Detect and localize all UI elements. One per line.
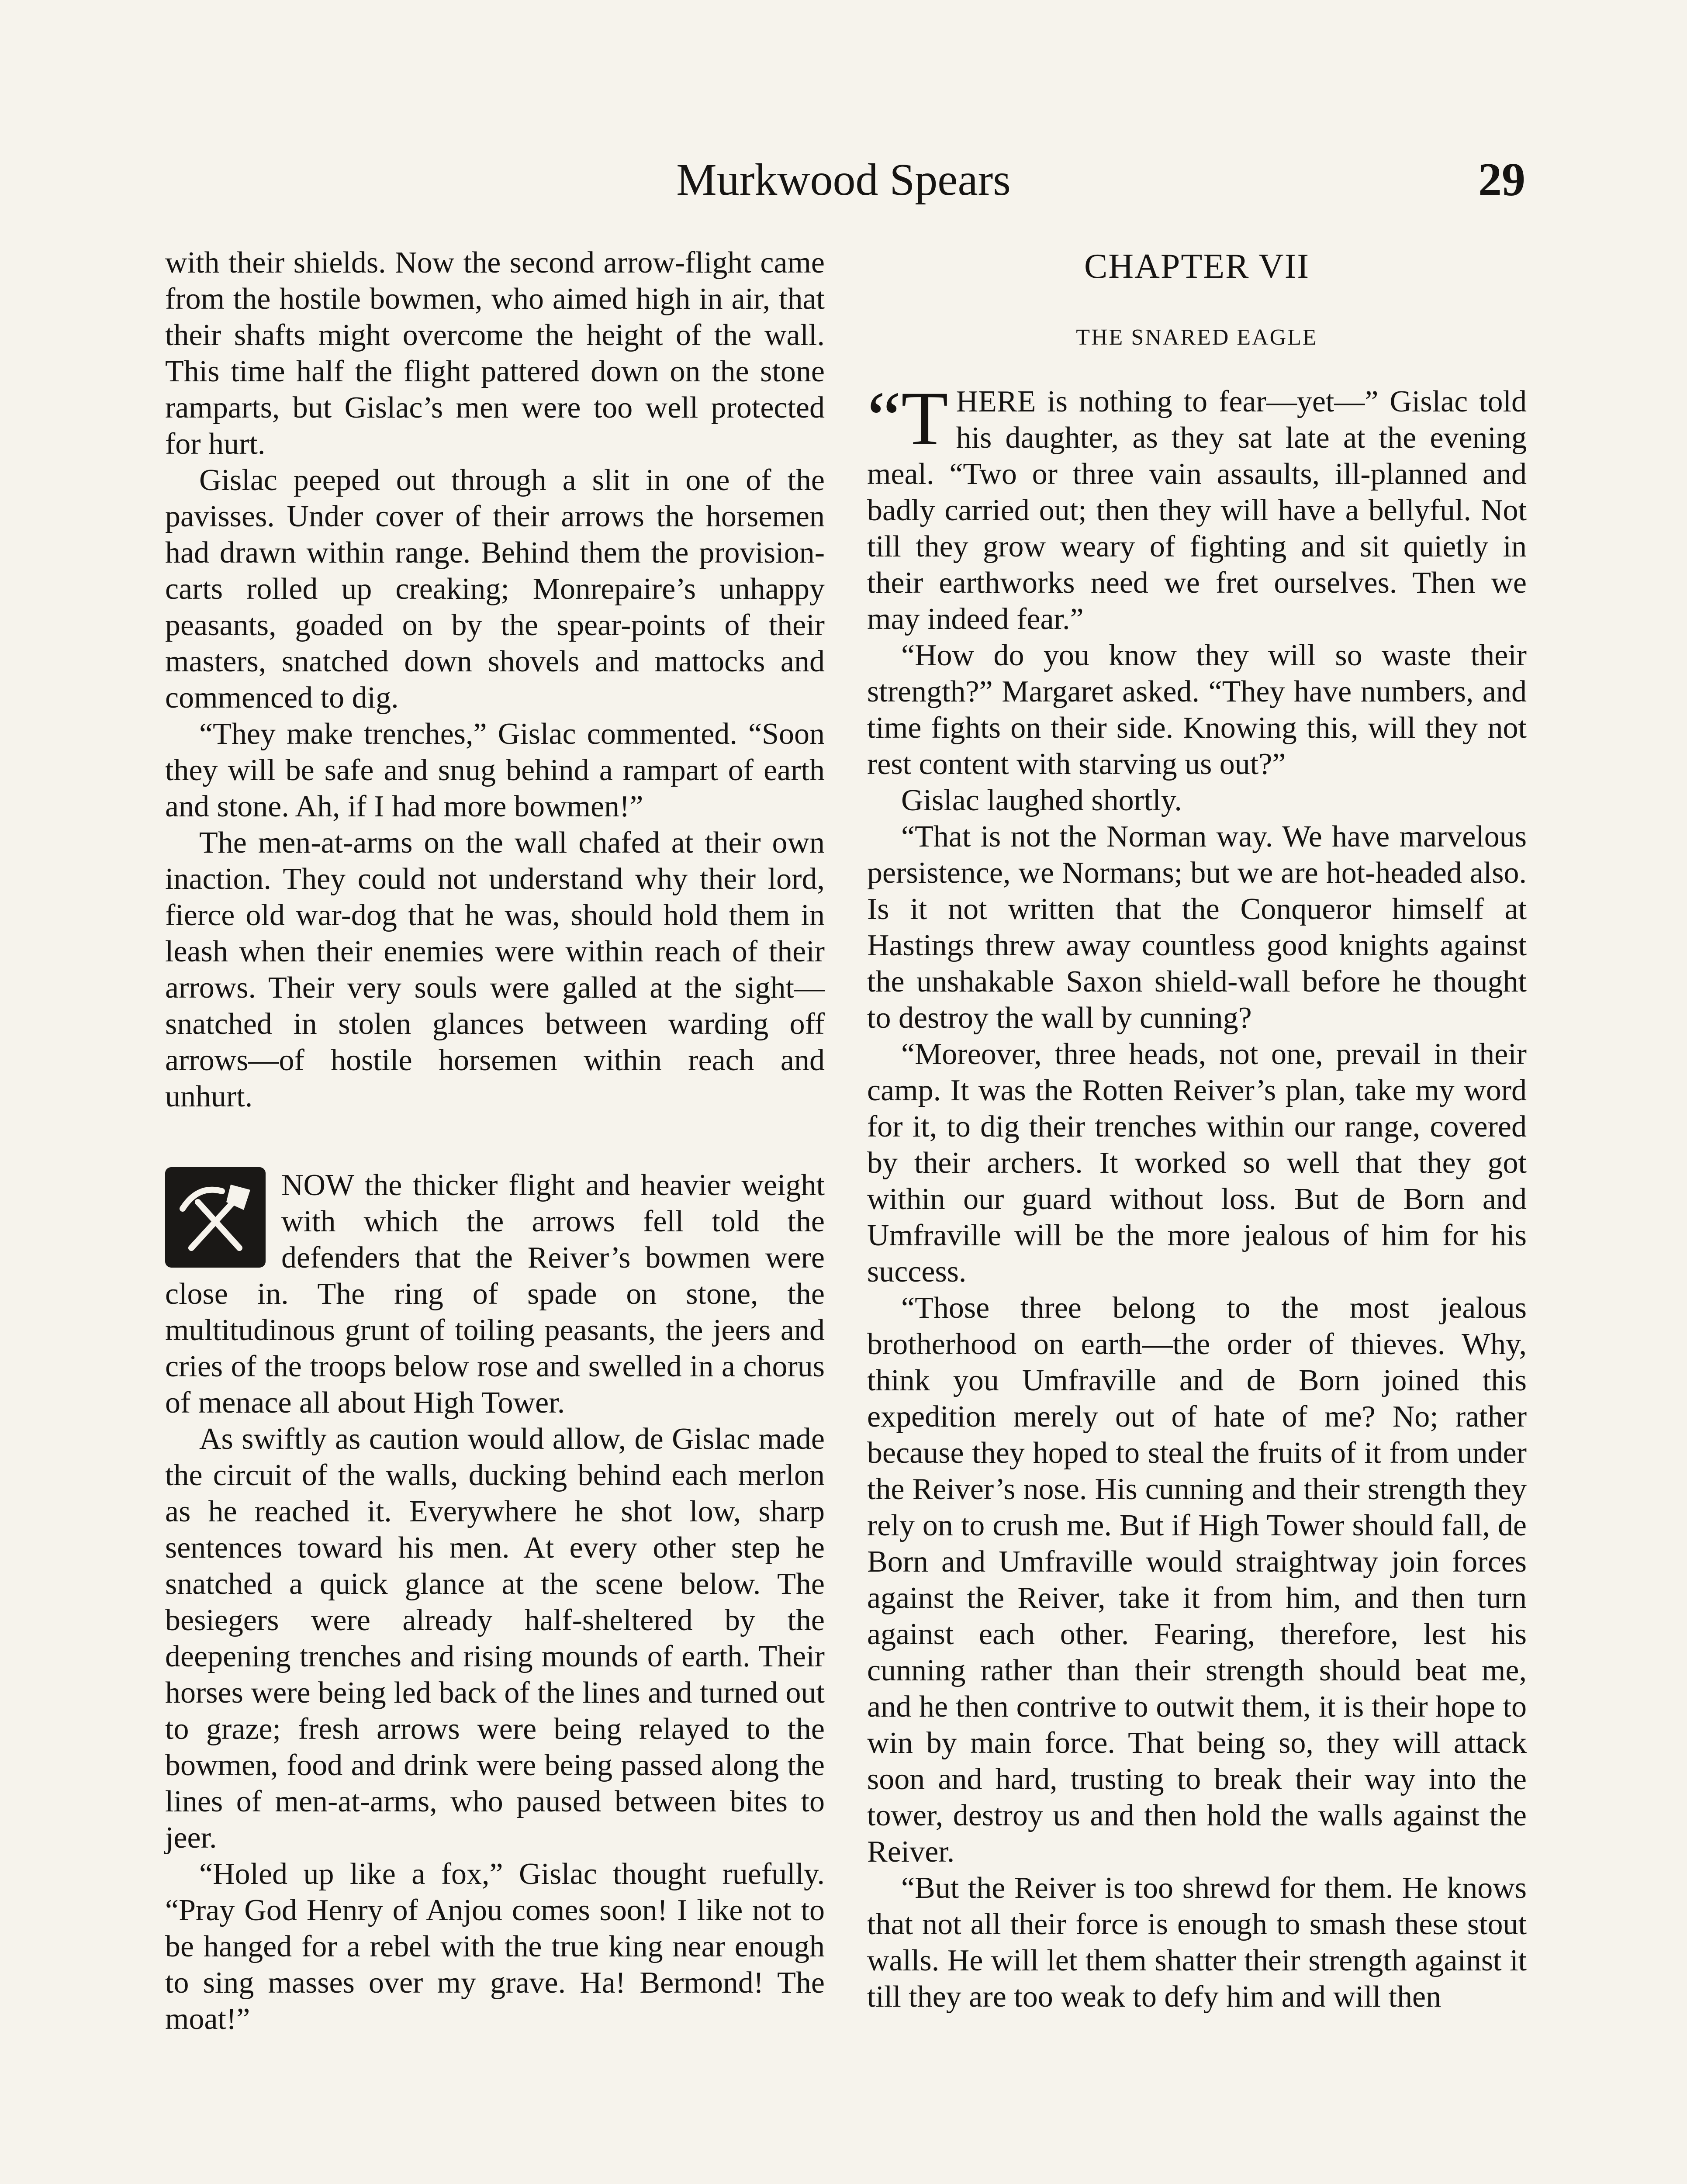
chapter-title: CHAPTER VII [1084, 247, 1310, 286]
paragraph: “Moreover, three heads, not one, prevail in their camp. It was the Rotten Reiver’s plan, take my word for it, to dig their trenches within our range, covered by their archers. It worked so well that they got within our guard without loss. But de Born and Umfraville will be the more jealous of him for his success. [867, 1037, 1527, 1289]
left-column [165, 245, 825, 2037]
paragraph: with their shields. Now the second arrow-flight came from the hostile bowmen, who aimed high in air, that their shafts might overcome the height of the wall. This time half the flight pattered down on the stone ramparts, but Gislac’s men were too well protected for hurt. [165, 246, 825, 461]
paragraph: “How do you know they will so waste their strength?” Margaret asked. “They have numbers, and time fights on their side. Knowing this, will they not rest content with starving us out?” [867, 639, 1527, 781]
opening-paragraph-text: HERE is nothing to fear—yet—” Gislac told his daughter, as they sat late at the evening meal. “Two or three vain assaults, ill-planned and badly carried out; then they will have a bellyful. Not till they grow weary of fighting and sit quietly in their earthworks need we fret ourselves. Then we may indeed fear.” [867, 385, 1527, 636]
running-title: Murkwood Spears [676, 155, 1011, 205]
paragraph: NOW the thicker flight and heavier weight with which the arrows fell told the defenders that the Reiver’s bowmen were close in. The ring of spade on stone, the multitudinous grunt of toiling peasants, the jeers and cries of the troops below rose and swelled in a chorus of menace all about High Tower. [165, 1168, 825, 1420]
paragraph: “That is not the Norman way. We have marvelous persistence, we Normans; but we are hot-headed also. Is it not written that the Conqueror himself at Hastings threw away countless good knights against the unshakable Saxon shield-wall before he thought to destroy the wall by cunning? [867, 820, 1527, 1035]
crossed-pick-and-shovel-icon [165, 1167, 266, 1268]
paragraph: The men-at-arms on the wall chafed at their own inaction. They could not understand why their lord, fierce old war-dog that he was, should hold them in leash when their enemies were within reach of their arrows. Their very souls were galled at the sight—snatched in stolen glances between warding off arrows—of hostile horsemen within reach and unhurt. [165, 826, 825, 1113]
paragraph: “But the Reiver is too shrewd for them. He knows that not all their force is enough to smash these stout walls. He will let them shatter their strength against it till they are too weak to defy him and will then [867, 1871, 1527, 2014]
paragraph: “Those three belong to the most jealous brotherhood on earth—the order of thieves. Why, think you Umfraville and de Born joined this expedition merely out of hate of me? No; rather because they hoped to steal the fruits of it from under the Reiver’s nose. His cunning and their strength they rely on to crush me. But if High Tower should fall, de Born and Umfraville would straightway join forces against the Reiver, take it from him, and then turn against each other. Fearing, therefore, lest his cunning rather than their strength should beat me, and he then contrive to outwit them, it is their hope to win by main force. That being so, they will attack soon and hard, trusting to break their way into the tower, destroy us and then hold the walls against the Reiver. [867, 1291, 1527, 1869]
right-column [867, 245, 1527, 2015]
paragraph: “They make trenches,” Gislac commented. “Soon they will be safe and snug behind a rampart of earth and stone. Ah, if I had more bowmen!” [165, 717, 825, 823]
paragraph: As swiftly as caution would allow, de Gislac made the circuit of the walls, ducking behind each merlon as he reached it. Everywhere he shot low, sharp sentences toward his men. At every other step he snatched a quick glance at the scene below. The besiegers were already half-sheltered by the deepening trenches and rising mounds of earth. Their horses were being led back of the lines and turned out to graze; fresh arrows were being relayed to the bowmen, food and drink were being passed along the lines of men-at-arms, who paused between bites to jeer. [165, 1422, 825, 1855]
opening-paragraph [867, 376, 1527, 637]
chapter-subtitle: THE SNARED EAGLE [1076, 325, 1318, 350]
page-number: 29 [1478, 154, 1525, 206]
paragraph: Gislac laughed shortly. [901, 784, 1182, 817]
paragraph: Gislac peeped out through a slit in one of the pavisses. Under cover of their arrows the horsemen had drawn within range. Behind them the provision-carts rolled up creaking; Monrepaire’s unhappy peasants, goaded on by the spear-points of their masters, snatched down shovels and mattocks and commenced to dig. [165, 463, 825, 715]
drop-cap: “T [867, 376, 948, 461]
paragraph: “Holed up like a fox,” Gislac thought ruefully. “Pray God Henry of Anjou comes soon! I like not to be hanged for a rebel with the true king near enough to sing masses over my grave. Ha! Bermond! The moat!” [165, 1857, 825, 2036]
